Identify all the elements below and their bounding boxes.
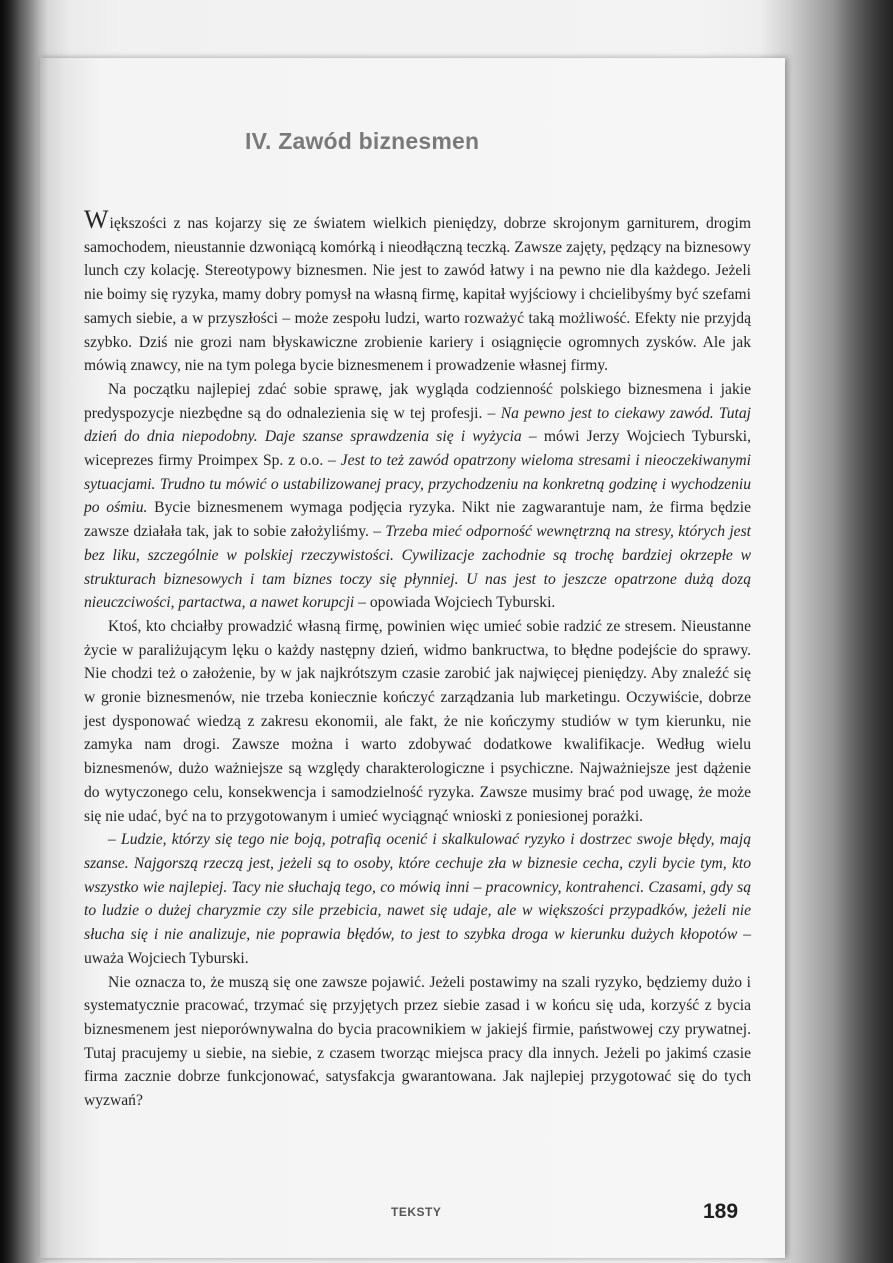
paragraph-2	[84, 378, 751, 615]
paragraph-2-quote-2: Jest to też zawód opatrzony wieloma stresami i nieoczekiwanymi sytuacjami. Trudno tu mówić o ustabilizowanej pracy, przychodzeniu na konkretną godzinę i wychodzeniu po ośmiu.	[84, 452, 751, 517]
paragraph-1	[84, 205, 751, 378]
page-number: 189	[703, 1200, 739, 1223]
paragraph-2-part-1: Na początku najlepiej zdać sobie sprawę, jak wygląda codzienność polskiego biznesmena i jakie predyspozycje niezbędne są do odnalezienia się w tej profesji. –	[84, 380, 751, 422]
paragraph-4-attribution: – uważa Wojciech Tyburski.	[84, 926, 751, 967]
drop-cap: W	[84, 205, 109, 234]
paragraph-4-quote: – Ludzie, którzy się tego nie boją, potrafią ocenić i skalkulować ryzyko i dostrzec swoje błędy, mają szanse. Najgorszą rzeczą jest, jeżeli są to osoby, które cechuje zła w biznesie cecha, czyli bycie tym, kto wszystko wie najlepiej. Tacy nie słuchają tego, co mówią inni – pracownicy, kontrahenci. Czasami, gdy są to ludzie o dużej charyzmie czy sile przebicia, nawet się udaje, ale w większości przypadków, jeżeli nie słucha się i nie analizuje, nie poprawia błędów, to jest to szybka droga w kierunku dużych kłopotów	[84, 831, 751, 944]
body-text	[84, 205, 752, 1113]
paragraph-5: Nie oznacza to, że muszą się one zawsze pojawić. Jeżeli postawimy na szali ryzyko, będziemy dużo i systematycznie pracować, trzymać się przyjętych przez siebie zasad i w końcu się uda, korzyść z bycia biznesmenem jest nieporównywalna do bycia pracownikiem w jakiejś firmie, państwowej czy prywatnej. Tutaj pracujemy u siebie, na siebie, z czasem tworząc miejsca pracy dla innych. Jeżeli po jakimś czasie firma zacznie dobrze funkcjonować, satysfakcja gwarantowana. Jak najlepiej przygotować się do tych wyzwań?	[84, 973, 751, 1110]
paragraph-1-text: iększości z nas kojarzy się ze światem wielkich pieniędzy, dobrze skrojonym garniturem, drogim samochodem, nieustannie dzwoniącą komórką i nieodłączną teczką. Zawsze zajęty, pędzący na biznesowy lunch czy kolację. Stereotypowy biznesmen. Nie jest to zawód łatwy i na pewno nie dla każdego. Jeżeli nie boimy się ryzyka, mamy dobry pomysł na własną firmę, kapitał wyjściowy i chcielibyśmy być szefami samych siebie, a w przyszłości – może zespołu ludzi, warto rozważyć taką możliwość. Efekty nie przyjdą szybko. Dziś nie grozi nam błyskawiczne zrobienie kariery i osiągnięcie ogromnych zysków. Ale jak mówią znawcy, nie na tym polega bycie biznesmenem i prowadzenie własnej firmy.	[84, 215, 751, 375]
paragraph-4	[84, 828, 751, 970]
footer-section-label: TEKSTY	[391, 1205, 442, 1219]
paragraph-2-quote-3: Trzeba mieć odporność wewnętrzną na stresy, których jest bez liku, szczególnie w polskiej rzeczywistości. Cywilizacje zachodnie są trochę bardziej okrzepłe w strukturach biznesowych i tam biznes toczy się płynniej. U nas jest to jeszcze opatrzone dużą dozą nieuczciwości, partactwa, a nawet korupcji	[84, 523, 751, 612]
paragraph-2-quote-1: Na pewno jest to ciekawy zawód. Tutaj dzień do dnia niepodobny. Daje szanse sprawdzenia się i wyżycia	[84, 404, 751, 446]
paragraph-3: Ktoś, kto chciałby prowadzić własną firmę, powinien więc umieć sobie radzić ze stresem. Nieustanne życie w paraliżującym lęku o każdy następny dzień, widmo bankructwa, to błędne podejście do sprawy. Nie chodzi też o założenie, by w jak najkrótszym czasie zarobić jak najwięcej pieniędzy. Aby znaleźć się w gronie biznesmenów, nie trzeba koniecznie kończyć zarządzania lub marketingu. Oczywiście, dobrze jest dysponować wiedzą z zakresu ekonomii, ale fakt, że nie kończymy studiów w tym kierunku, nie zamyka nam drogi. Zawsze można i warto zdobywać dodatkowe kwalifikacje. Według wielu biznesmenów, dużo ważniejsze są względy charakterologiczne i psychiczne. Najważniejsze jest dążenie do wytyczonego celu, konsekwencja i samodzielność ryzyka. Zawsze musimy brać pod uwagę, że może się nie udać, być na to przygotowanym i umieć wyciągnąć wnioski z poniesionej porażki.	[84, 617, 751, 825]
paragraph-2-part-2: – mówi Jerzy Wojciech Tyburski, wiceprezes firmy Proimpex Sp. z o.o. –	[84, 428, 751, 470]
page-edge-shadow	[833, 0, 893, 1263]
chapter-title: IV. Zawód biznesmen	[245, 128, 480, 154]
paragraph-2-part-4: – opowiada Wojciech Tyburski.	[354, 594, 556, 612]
paragraph-2-part-3: Bycie biznesmenem wymaga podjęcia ryzyka. Nikt nie zagwarantuje nam, że firma będzie zawsze działała tak, jak to sobie założyliśmy. –	[84, 499, 752, 541]
